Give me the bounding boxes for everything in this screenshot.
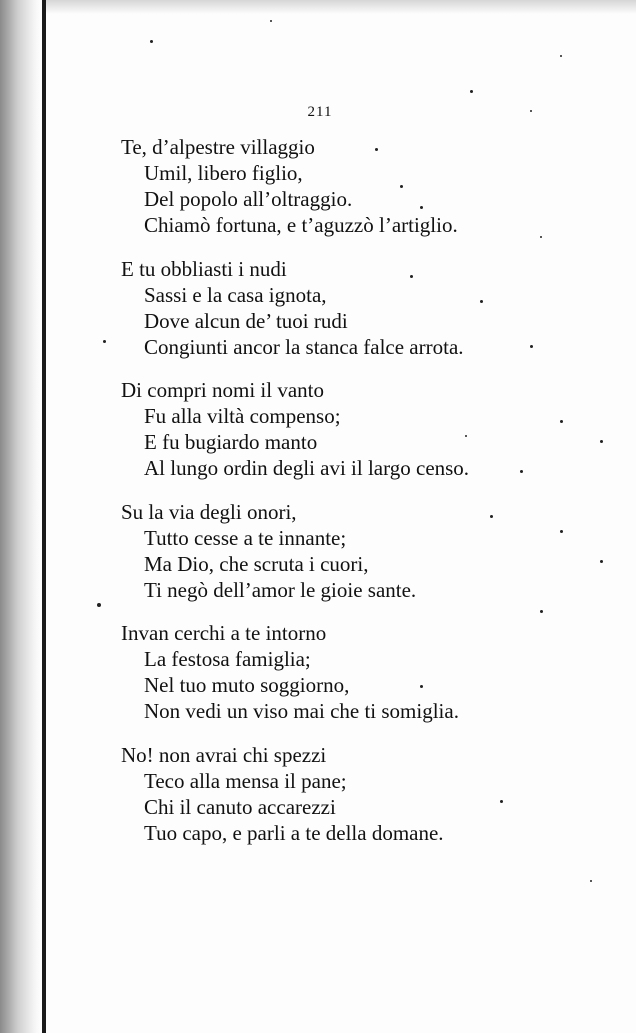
stanza-6 <box>0 742 600 846</box>
scan-speck <box>500 800 503 803</box>
verse-line: Dove alcun de’ tuoi rudi <box>144 309 348 333</box>
verse-line: E fu bugiardo manto <box>144 430 318 454</box>
page-number: 211 <box>307 104 333 120</box>
verse-line: E tu obbliasti i nudi <box>121 257 287 281</box>
scan-speck <box>590 880 592 882</box>
stanza-4 <box>0 499 600 603</box>
scan-speck <box>490 515 493 518</box>
verse-line: Al lungo ordin degli avi il largo censo. <box>144 456 470 480</box>
scan-speck <box>530 110 532 112</box>
scan-speck <box>600 440 603 443</box>
scan-speck <box>270 20 272 22</box>
verse-line: La festosa famiglia; <box>144 647 311 671</box>
verse-line: No! non avrai chi spezzi <box>121 743 327 767</box>
scan-speck <box>420 685 423 688</box>
verse-line: Sassi e la casa ignota, <box>144 283 327 307</box>
scan-speck <box>520 470 523 473</box>
verse-line: Non vedi un viso mai che ti somiglia. <box>144 699 459 723</box>
verse-line: Fu alla viltà compenso; <box>144 404 341 428</box>
scan-speck <box>410 275 413 278</box>
scan-speck <box>560 420 563 423</box>
verse-line: Ma Dio, che scruta i cuori, <box>144 552 369 576</box>
scan-speck <box>103 340 106 343</box>
verse-line: Nel tuo muto soggiorno, <box>144 673 350 697</box>
stanza-2 <box>0 256 600 360</box>
scan-speck <box>375 148 378 151</box>
top-edge-shadow <box>46 0 636 14</box>
scan-speck <box>540 610 543 613</box>
verse-line: Chi il canuto accarezzi <box>144 795 336 819</box>
verse-line: Congiunti ancor la stanca falce arrota. <box>144 335 464 359</box>
verse-line: Teco alla mensa il pane; <box>144 769 347 793</box>
scan-speck <box>560 55 562 57</box>
scan-speck <box>530 345 533 348</box>
verse-line: Tuo capo, e parli a te della domane. <box>144 821 444 845</box>
stanza-3 <box>0 377 600 481</box>
scan-speck <box>470 90 473 93</box>
verse-line: Invan cerchi a te intorno <box>121 621 327 645</box>
scan-speck <box>420 206 423 209</box>
stanza-1 <box>0 134 600 238</box>
scan-speck <box>465 435 467 437</box>
verse-line: Te, d’alpestre villaggio <box>121 135 315 159</box>
scan-speck <box>150 40 153 43</box>
verse-line: Ti negò dell’amor le gioie sante. <box>144 578 417 602</box>
verse-line: Su la via degli onori, <box>121 500 297 524</box>
verse-line: Tutto cesse a te innante; <box>144 526 347 550</box>
verse-line: Chiamò fortuna, e t’aguzzò l’artiglio. <box>144 213 458 237</box>
stanza-5 <box>0 620 600 724</box>
scan-speck <box>540 236 542 238</box>
scan-speck <box>400 185 403 188</box>
scan-speck <box>600 560 603 563</box>
verse-line: Umil, libero figlio, <box>144 161 303 185</box>
verse-line: Del popolo all’oltraggio. <box>144 187 353 211</box>
verse-line: Di compri nomi il vanto <box>121 378 324 402</box>
scan-speck <box>480 300 483 303</box>
scan-speck <box>97 603 101 607</box>
scan-speck <box>560 530 563 533</box>
